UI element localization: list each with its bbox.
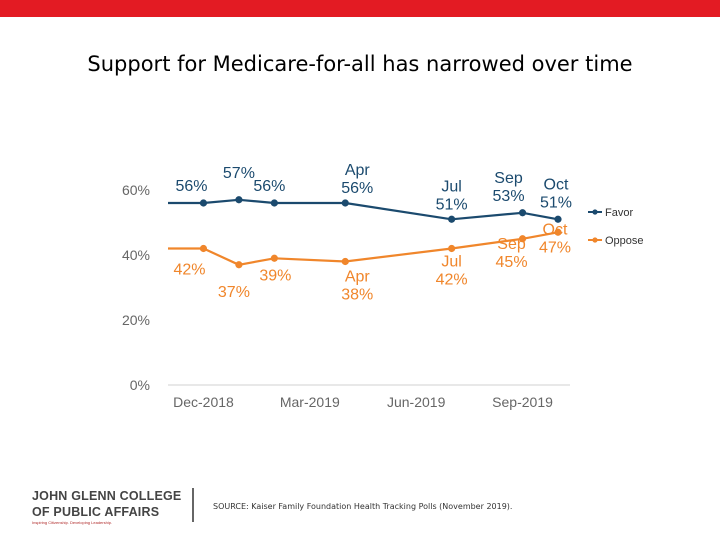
data-label-month: Oct: [543, 176, 569, 194]
college-logo: [32, 488, 182, 526]
logo-line-1: JOHN GLENN COLLEGE: [32, 489, 182, 503]
data-label-month: Sep: [494, 169, 523, 187]
data-point-favor: [235, 196, 242, 203]
data-label: 45%: [495, 253, 528, 271]
data-label-month: Apr: [344, 162, 370, 179]
data-point-oppose: [235, 261, 242, 268]
source-note: SOURCE: Kaiser Family Foundation Health Tracking Polls (November 2019).: [213, 502, 513, 511]
data-label: 57%: [222, 164, 255, 182]
data-label-month: Apr: [344, 268, 370, 286]
data-point-favor: [342, 199, 349, 206]
data-label: 47%: [538, 239, 572, 257]
legend-label-favor: Favor: [605, 207, 634, 219]
x-tick-label: Mar-2019: [279, 394, 340, 410]
data-label: 51%: [435, 196, 468, 214]
data-point-oppose: [200, 245, 207, 252]
data-point-favor: [200, 199, 207, 206]
data-point-oppose: [342, 258, 349, 265]
y-tick-label: 0%: [129, 377, 150, 393]
data-label: 51%: [539, 194, 573, 212]
data-label-month: Jul: [441, 253, 462, 271]
legend-marker-oppose: [592, 237, 597, 242]
data-label: 39%: [259, 267, 292, 285]
logo-tagline: Inspiring Citizenship. Developing Leadership.: [32, 520, 113, 525]
data-point-favor: [271, 199, 278, 206]
data-point-favor: [448, 216, 455, 223]
legend-label-oppose: Oppose: [605, 235, 644, 247]
data-label-month: Oct: [542, 221, 568, 239]
data-label: 53%: [492, 187, 525, 205]
y-tick-label: 40%: [121, 247, 150, 263]
data-label: 56%: [341, 180, 374, 197]
data-label: 42%: [173, 261, 206, 279]
y-tick-label: 60%: [121, 182, 150, 198]
legend-marker-favor: [592, 209, 597, 214]
data-label-month: Jul: [441, 178, 462, 196]
logo-line-2: OF PUBLIC AFFAIRS: [32, 505, 160, 519]
data-label: 56%: [175, 178, 208, 195]
data-label: 38%: [341, 286, 374, 304]
footer-divider: [192, 488, 194, 522]
data-point-oppose: [271, 255, 278, 262]
x-tick-label: Sep-2019: [492, 394, 553, 410]
data-label: 37%: [217, 283, 250, 301]
slide-title: Support for Medicare-for-all has narrowed over time: [87, 52, 633, 76]
data-point-favor: [519, 209, 526, 216]
data-label: 42%: [435, 271, 468, 289]
x-tick-label: Dec-2018: [173, 394, 234, 410]
data-label-month: Sep: [497, 235, 526, 253]
data-point-oppose: [448, 245, 455, 252]
y-tick-label: 20%: [121, 312, 150, 328]
data-label: 56%: [253, 178, 286, 195]
x-tick-label: Jun-2019: [386, 394, 446, 410]
